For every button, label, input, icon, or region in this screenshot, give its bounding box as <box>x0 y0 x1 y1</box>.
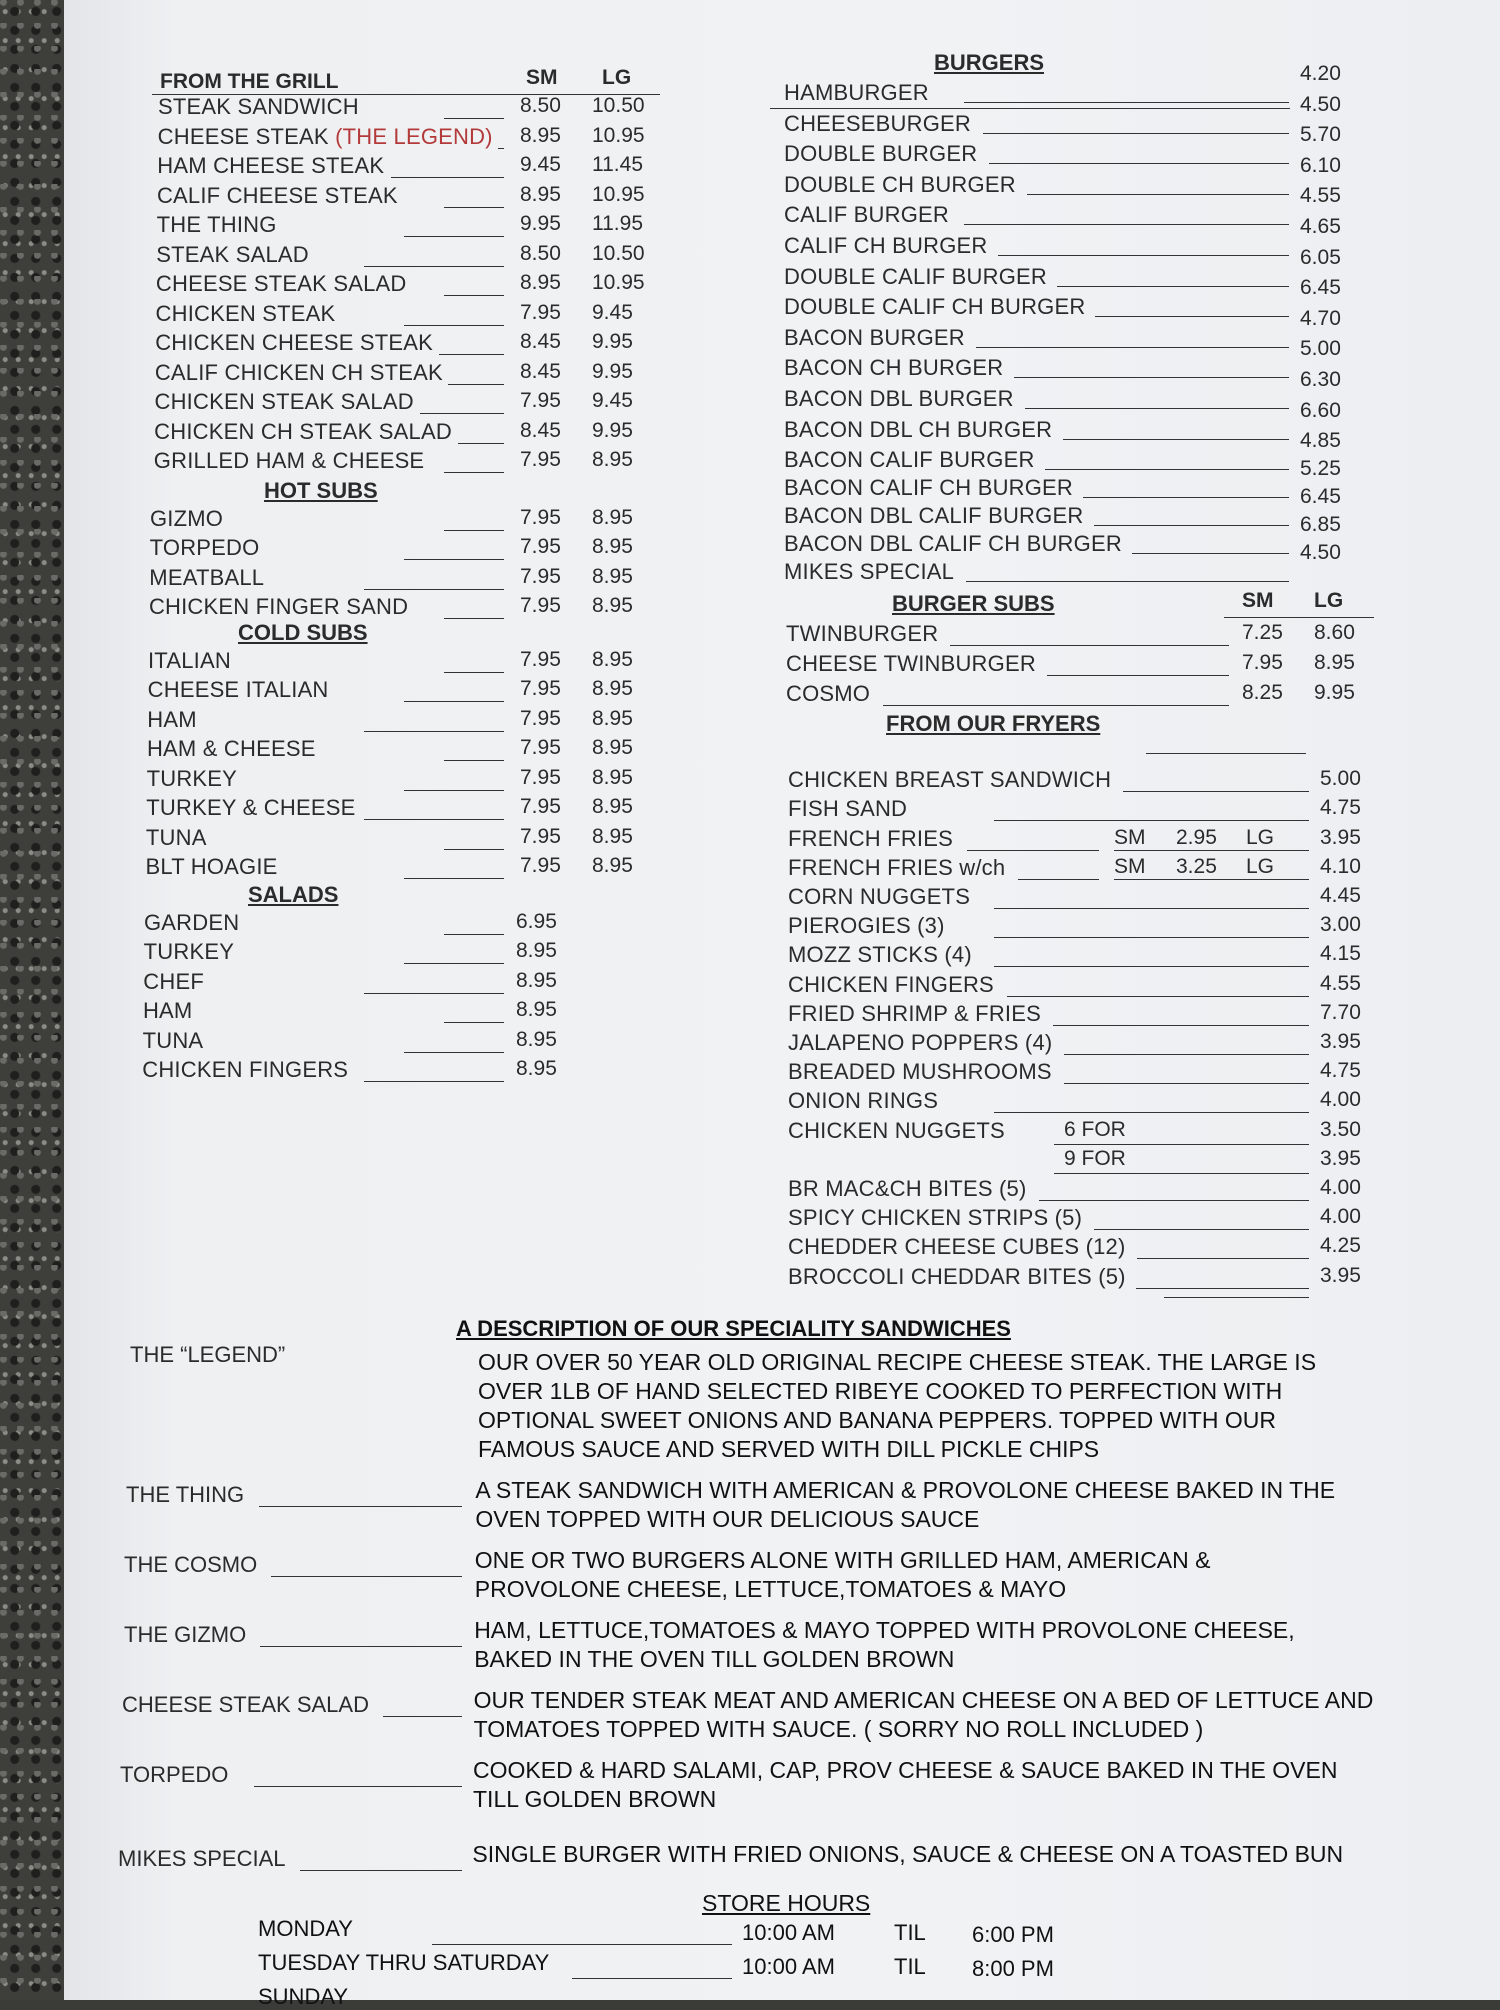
burger-leader <box>1027 194 1289 195</box>
descriptions-title: A DESCRIPTION OF OUR SPECIALITY SANDWICHES <box>456 1316 1011 1341</box>
fryer-leader <box>1018 879 1099 880</box>
grill-lg-price: 9.45 <box>592 389 633 412</box>
fryer-item-name: FISH SAND <box>788 796 908 822</box>
salads-leader <box>444 1022 504 1023</box>
burger-price: 6.45 <box>1300 276 1341 300</box>
burger-sub-sm-price: 8.25 <box>1242 681 1283 705</box>
grill-leader <box>420 413 504 414</box>
grill-sm-price: 7.95 <box>520 389 561 412</box>
grill-lg-price: 9.95 <box>592 359 633 383</box>
burger-item-name: BACON DBL CALIF BURGER <box>784 503 1084 529</box>
cold_subs-leader <box>364 731 504 732</box>
cold_subs-item-name: ITALIAN <box>148 647 231 673</box>
grill-item-name: GRILLED HAM & CHEESE <box>153 448 425 473</box>
fryer-leader <box>1123 791 1309 792</box>
burger-subs-title: BURGER SUBS <box>892 591 1055 617</box>
fryer-item-name: CHEDDER CHEESE CUBES (12) <box>788 1234 1126 1260</box>
fryer-variant: 6 FOR <box>1064 1117 1126 1141</box>
description-text: COOKED & HARD SALAMI, CAP, PROV CHEESE & SAUCE BAKED IN THE OVEN TILL GOLDEN BROWN <box>473 1757 1338 1812</box>
burger-sub-leader <box>1047 675 1229 676</box>
cold_subs-lg-price: 8.95 <box>592 765 633 789</box>
burger-price: 4.85 <box>1300 429 1341 453</box>
grill-item-name: CHICKEN CHEESE STEAK <box>155 330 434 355</box>
cold_subs-sm-price: 7.95 <box>520 854 561 877</box>
salads-item-name: TURKEY <box>143 939 235 964</box>
fryer-item-name: SPICY CHICKEN STRIPS (5) <box>788 1205 1083 1231</box>
cold_subs-item-name: CHEESE ITALIAN <box>147 677 329 702</box>
burger-leader <box>964 102 1289 103</box>
salads-price: 6.95 <box>516 909 557 933</box>
burger-item-name: BACON DBL CH BURGER <box>784 416 1053 442</box>
hours-til: TIL <box>894 1920 926 1945</box>
fryer-price: 4.00 <box>1320 1088 1361 1112</box>
fryer-price: 3.95 <box>1320 1030 1361 1053</box>
description-text: ONE OR TWO BURGERS ALONE WITH GRILLED HAM, AMERICAN & PROVOLONE CHEESE, LETTUCE,TOMATOES & MAYO <box>474 1547 1211 1602</box>
grill-item-name: CALIF CHEESE STEAK <box>156 182 398 208</box>
grill-item-name: CHICKEN STEAK SALAD <box>154 389 414 414</box>
grill-sm-price: 8.45 <box>520 359 561 383</box>
description-leader <box>259 1506 462 1507</box>
salads-price: 8.95 <box>516 1027 557 1051</box>
salads-item-name: CHICKEN FINGERS <box>142 1057 349 1082</box>
grill-item-name: CHEESE STEAK SALAD <box>155 271 407 296</box>
burger-leader <box>1095 316 1289 317</box>
burger-leader <box>1083 497 1289 498</box>
hours-day: TUESDAY THRU SATURDAY <box>258 1950 550 1975</box>
burger-price: 5.25 <box>1300 457 1341 481</box>
grill-leader <box>391 177 504 178</box>
grill-leader <box>448 384 504 385</box>
salads-item-name: HAM <box>142 998 193 1023</box>
description-text: HAM, LETTUCE,TOMATOES & MAYO TOPPED WITH PROVOLONE CHEESE, BAKED IN THE OVEN TILL GOLDEN BROWN <box>474 1617 1295 1672</box>
burger-leader <box>976 347 1289 348</box>
fryer-item-name: FRENCH FRIES w/ch <box>788 854 1006 880</box>
fryer-sm-label: SM <box>1114 825 1146 849</box>
fryer-leader <box>1137 1258 1309 1259</box>
burger-leader <box>998 255 1289 256</box>
fryer-price: 3.95 <box>1320 1146 1361 1170</box>
grill-sm-price: 8.45 <box>520 330 561 353</box>
grill-lg-price: 10.50 <box>592 94 645 117</box>
burger-price: 6.60 <box>1300 398 1341 422</box>
description-text: OUR TENDER STEAK MEAT AND AMERICAN CHEESE ON A BED OF LETTUCE AND TOMATOES TOPPED WITH SAUCE. ( SORRY NO ROLL INCLUDED ) <box>473 1687 1374 1742</box>
salads-item-name: CHEF <box>143 968 204 994</box>
menu-page <box>64 0 1500 2009</box>
fryers-title: FROM OUR FRYERS <box>886 711 1101 737</box>
hot_subs-sm-price: 7.95 <box>520 564 561 588</box>
hours-title: STORE HOURS <box>702 1890 871 1916</box>
cold_subs-leader <box>404 790 504 791</box>
burger-sub-name: CHEESE TWINBURGER <box>786 651 1036 677</box>
description-name: THE “LEGEND” <box>130 1342 286 1367</box>
hours-til: TIL <box>894 1954 926 1979</box>
hours-close: 6:00 PM <box>972 1922 1054 1947</box>
description-name: TORPEDO <box>120 1762 229 1787</box>
cold-subs-title: COLD SUBS <box>238 619 368 645</box>
hot_subs-lg-price: 8.95 <box>592 535 633 558</box>
burger-price: 6.45 <box>1300 485 1341 509</box>
fryer-leader <box>1064 1054 1309 1055</box>
grill-lg-price: 9.45 <box>592 300 633 324</box>
cold_subs-item-name: HAM & CHEESE <box>146 736 316 761</box>
grill-sm-price: 8.45 <box>520 418 561 442</box>
grill-lg-price: 9.95 <box>592 418 633 442</box>
grill-lg-price: 11.45 <box>592 153 643 176</box>
hours-day: SUNDAY <box>258 1984 349 2009</box>
grill-sm-price: 8.95 <box>520 271 561 294</box>
burger-item-name: HAMBURGER <box>784 80 929 105</box>
grill-leader <box>498 148 504 149</box>
fryer-item-name: FRIED SHRIMP & FRIES <box>788 1000 1041 1026</box>
burger-item-name: BACON CALIF CH BURGER <box>784 475 1074 501</box>
grill-leader <box>444 472 504 473</box>
fryer-leader <box>994 937 1309 938</box>
description-leader <box>383 1716 462 1717</box>
burger-item-name: CHEESEBURGER <box>784 110 971 136</box>
cold_subs-leader <box>404 878 504 879</box>
cold_subs-sm-price: 7.95 <box>520 824 561 848</box>
fryer-sm-price: 2.95 <box>1176 825 1217 849</box>
burger-item-name: BACON BURGER <box>784 324 965 350</box>
grill-leader <box>444 207 504 208</box>
grill-leader <box>404 236 504 237</box>
burger-price: 6.10 <box>1300 153 1341 177</box>
fryer-leader <box>1114 850 1309 851</box>
fryer-item-name: CHICKEN NUGGETS <box>788 1117 1005 1143</box>
burger-subs-sm-header: SM <box>1242 589 1274 613</box>
salads-leader <box>404 963 504 964</box>
grill-lg-header: LG <box>602 66 632 89</box>
fryer-price: 4.10 <box>1320 854 1361 878</box>
cold_subs-leader <box>364 819 504 820</box>
fryer-price: 7.70 <box>1320 1000 1361 1024</box>
hot_subs-leader <box>404 559 504 560</box>
fryer-leader <box>967 850 1099 851</box>
description-name: THE THING <box>126 1482 245 1507</box>
fryer-leader <box>1136 1288 1309 1289</box>
description-leader <box>300 1870 462 1871</box>
grill-lg-price: 11.95 <box>592 212 643 235</box>
grill-sm-price: 8.50 <box>520 94 561 117</box>
burger-sub-name: TWINBURGER <box>786 621 939 647</box>
burger-leader <box>1014 377 1289 378</box>
fryer-item-name: CORN NUGGETS <box>788 884 971 909</box>
fryer-item-name: ONION RINGS <box>788 1088 939 1114</box>
burger-leader <box>1025 408 1289 409</box>
fryer-price: 4.25 <box>1320 1234 1361 1258</box>
grill-item-name: STEAK SANDWICH <box>158 94 359 119</box>
grill-sm-price: 8.95 <box>520 182 561 206</box>
grill-sm-price: 8.50 <box>520 241 561 265</box>
fryer-price: 4.00 <box>1320 1205 1361 1229</box>
salads-item-name: GARDEN <box>144 909 240 935</box>
cold_subs-lg-price: 8.95 <box>592 795 633 818</box>
legend-note: (THE LEGEND) <box>328 123 493 149</box>
hot_subs-leader <box>444 530 504 531</box>
grill-lg-price: 10.95 <box>592 271 645 294</box>
burger-sub-sm-price: 7.95 <box>1242 651 1283 675</box>
fryers-top-rule <box>1146 753 1306 754</box>
grill-sm-price: 9.45 <box>520 153 561 176</box>
fryer-item-name: BR MAC&CH BITES (5) <box>788 1176 1027 1201</box>
grill-lg-price: 10.95 <box>592 182 645 206</box>
fryer-item-name: JALAPENO POPPERS (4) <box>788 1030 1053 1055</box>
grill-sm-price: 7.95 <box>520 448 561 471</box>
burger-price: 4.55 <box>1300 184 1341 208</box>
cold_subs-item-name: TURKEY <box>146 765 238 791</box>
grill-item-name: HAM CHEESE STEAK <box>157 153 385 178</box>
salads-leader <box>364 993 504 994</box>
burgers-title: BURGERS <box>934 50 1045 75</box>
fryer-item-name: CHICKEN BREAST SANDWICH <box>788 767 1112 793</box>
hot_subs-sm-price: 7.95 <box>520 505 561 529</box>
fryers-end-rule <box>1164 1297 1309 1298</box>
grill-item-name: STEAK SALAD <box>156 241 309 267</box>
cold_subs-leader <box>444 672 504 673</box>
grill-item-name: CHICKEN CH STEAK SALAD <box>154 418 452 444</box>
hot_subs-item-name: MEATBALL <box>149 564 265 590</box>
hot_subs-leader <box>364 589 504 590</box>
burger-price: 4.20 <box>1300 62 1341 85</box>
cold_subs-sm-price: 7.95 <box>520 765 561 789</box>
grill-lg-price: 8.95 <box>592 448 633 471</box>
cold_subs-leader <box>444 760 504 761</box>
cold_subs-lg-price: 8.95 <box>592 736 633 759</box>
hot_subs-lg-price: 8.95 <box>592 564 633 588</box>
description-name: THE COSMO <box>124 1552 258 1577</box>
fryer-price: 3.95 <box>1320 825 1361 849</box>
burger-item-name: CALIF BURGER <box>784 202 949 228</box>
burger-leader <box>1063 439 1289 440</box>
description-leader <box>271 1576 462 1577</box>
hours-leader <box>432 1944 732 1945</box>
fryer-leader <box>1064 1083 1309 1084</box>
cold_subs-item-name: BLT HOAGIE <box>145 854 278 879</box>
cold_subs-leader <box>444 849 504 850</box>
burger-subs-lg-header: LG <box>1314 589 1344 613</box>
fryer-price: 3.95 <box>1320 1263 1361 1287</box>
burger-leader <box>989 163 1289 164</box>
fryer-sm-price: 3.25 <box>1176 854 1217 878</box>
salads-leader <box>444 934 504 935</box>
cold_subs-sm-price: 7.95 <box>520 706 561 730</box>
hot_subs-item-name: TORPEDO <box>149 535 260 560</box>
salads-price: 8.95 <box>516 998 557 1021</box>
burger-sub-sm-price: 7.25 <box>1242 621 1283 645</box>
grill-title: FROM THE GRILL <box>160 70 339 93</box>
cold_subs-lg-price: 8.95 <box>592 677 633 700</box>
hours-close: 8:00 PM <box>972 1956 1054 1981</box>
cold_subs-sm-price: 7.95 <box>520 677 561 700</box>
grill-leader <box>439 354 504 355</box>
burger-leader <box>1132 553 1289 554</box>
description-leader <box>254 1786 462 1787</box>
hours-open: 10:00 AM <box>742 1954 835 1979</box>
hours-leader <box>572 1978 732 1979</box>
fryer-item-name: BROCCOLI CHEDDAR BITES (5) <box>788 1263 1126 1289</box>
fryer-item-name: BREADED MUSHROOMS <box>788 1059 1052 1085</box>
fryer-price: 3.50 <box>1320 1117 1361 1141</box>
burger-item-name: DOUBLE CH BURGER <box>784 171 1016 197</box>
fryer-price: 3.00 <box>1320 913 1361 937</box>
burger-leader <box>966 581 1289 582</box>
fryer-leader <box>1039 1200 1309 1201</box>
burger-subs-header-rule <box>1224 617 1374 618</box>
cold_subs-sm-price: 7.95 <box>520 647 561 671</box>
cold_subs-lg-price: 8.95 <box>592 854 633 877</box>
burger-leader <box>1045 469 1289 470</box>
cold_subs-lg-price: 8.95 <box>592 824 633 848</box>
description-text: OUR OVER 50 YEAR OLD ORIGINAL RECIPE CHEESE STEAK. THE LARGE IS OVER 1LB OF HAND SELECTED RIBEYE COOKED TO PERFECTION WITH OPTIONAL SWEET ONIONS AND BANANA PEPPERS. TOPPED WITH OUR FAMOUS SAUCE AND SERVED WITH DILL PICKLE CHIPS <box>478 1349 1317 1462</box>
burger-item-name: DOUBLE CALIF BURGER <box>784 263 1047 289</box>
burger-item-name: BACON CH BURGER <box>784 355 1004 381</box>
burger-price: 4.50 <box>1300 92 1341 116</box>
grill-sm-price: 9.95 <box>520 212 561 235</box>
burger-item-name: BACON DBL BURGER <box>784 386 1014 411</box>
hours-open: 10:00 AM <box>742 1920 835 1945</box>
burger-sub-leader <box>950 645 1229 646</box>
fryer-leader <box>1094 1229 1309 1230</box>
salads-price: 8.95 <box>516 968 557 992</box>
burger-price: 5.70 <box>1300 123 1341 147</box>
grill-item-name: THE THING <box>156 212 277 237</box>
fryer-price: 4.75 <box>1320 1059 1361 1083</box>
burger-item-name: BACON CALIF BURGER <box>784 447 1035 473</box>
grill-sm-price: 7.95 <box>520 300 561 324</box>
hot_subs-leader <box>444 618 504 619</box>
burger-price: 6.85 <box>1300 513 1341 537</box>
burger-leader <box>1057 286 1289 287</box>
fryer-item-name: MOZZ STICKS (4) <box>788 942 972 968</box>
burger-item-name: MIKES SPECIAL <box>784 559 955 585</box>
salads-leader <box>364 1081 504 1082</box>
fryer-price: 4.15 <box>1320 942 1361 966</box>
fryer-leader <box>994 908 1309 909</box>
fryer-leader <box>1054 1173 1309 1174</box>
cold_subs-item-name: TUNA <box>145 824 207 850</box>
burger-leader <box>983 133 1289 134</box>
fryer-price: 4.00 <box>1320 1176 1361 1199</box>
hot_subs-item-name: GIZMO <box>150 505 224 531</box>
burgers-header-rule <box>770 108 1290 109</box>
grill-item-name: CHEESE STEAK (THE LEGEND) <box>157 123 493 149</box>
grill-leader <box>444 295 504 296</box>
cold_subs-sm-price: 7.95 <box>520 736 561 759</box>
fryer-leader <box>1054 1144 1309 1145</box>
salads-price: 8.95 <box>516 1057 557 1080</box>
fryer-item-name: PIEROGIES (3) <box>788 913 945 939</box>
fryer-lg-label: LG <box>1246 825 1275 849</box>
burger-price: 4.65 <box>1300 215 1341 238</box>
burger-leader <box>1094 525 1289 526</box>
grill-sm-header: SM <box>526 66 558 89</box>
burger-item-name: DOUBLE BURGER <box>784 141 978 167</box>
grill-lg-price: 9.95 <box>592 330 633 353</box>
burger-price: 6.30 <box>1300 368 1341 391</box>
description-name: MIKES SPECIAL <box>118 1846 286 1871</box>
burger-item-name: BACON DBL CALIF CH BURGER <box>784 531 1122 557</box>
grill-leader <box>404 325 504 326</box>
fryer-price: 4.75 <box>1320 796 1361 820</box>
grill-sm-price: 8.95 <box>520 123 561 147</box>
hot_subs-lg-price: 8.95 <box>592 505 633 529</box>
burger-price: 6.05 <box>1300 245 1341 269</box>
fryer-leader <box>1114 879 1309 880</box>
fryer-lg-label: LG <box>1246 854 1275 878</box>
grill-leader <box>458 443 504 444</box>
burger-item-name: DOUBLE CALIF CH BURGER <box>784 294 1086 320</box>
grill-leader <box>364 266 504 267</box>
grill-leader <box>444 118 504 119</box>
cold_subs-item-name: TURKEY & CHEESE <box>146 795 356 820</box>
burger-price: 5.00 <box>1300 337 1341 361</box>
burger-sub-leader <box>883 705 1229 706</box>
salads-price: 8.95 <box>516 939 557 962</box>
cold_subs-lg-price: 8.95 <box>592 647 633 671</box>
fryer-leader <box>994 966 1309 967</box>
hot_subs-item-name: CHICKEN FINGER SAND <box>148 594 409 619</box>
fryer-price: 5.00 <box>1320 767 1361 791</box>
burger-sub-lg-price: 8.60 <box>1314 621 1355 645</box>
grill-lg-price: 10.95 <box>592 123 645 147</box>
description-name: THE GIZMO <box>124 1622 247 1647</box>
hot_subs-sm-price: 7.95 <box>520 594 561 617</box>
grill-item-name: CALIF CHICKEN CH STEAK <box>154 359 443 385</box>
hot_subs-sm-price: 7.95 <box>520 535 561 558</box>
fryer-leader <box>994 1112 1309 1113</box>
fryer-item-name: CHICKEN FINGERS <box>788 971 994 997</box>
cold_subs-item-name: HAM <box>147 706 197 732</box>
description-text: SINGLE BURGER WITH FRIED ONIONS, SAUCE & CHEESE ON A TOASTED BUN <box>472 1841 1344 1867</box>
grill-item-name: CHICKEN STEAK <box>155 300 336 326</box>
description-name: CHEESE STEAK SALAD <box>122 1692 369 1717</box>
fryer-price: 4.55 <box>1320 971 1361 995</box>
description-text: A STEAK SANDWICH WITH AMERICAN & PROVOLONE CHEESE BAKED IN THE OVEN TOPPED WITH OUR DELICIOUS SAUCE <box>475 1477 1336 1532</box>
fryer-item-name: FRENCH FRIES <box>788 825 953 851</box>
burger-sub-name: COSMO <box>786 681 871 707</box>
salads-leader <box>404 1052 504 1053</box>
burger-sub-lg-price: 8.95 <box>1314 651 1355 675</box>
fryer-leader <box>1007 996 1309 997</box>
hours-day: MONDAY <box>258 1916 353 1941</box>
burger-sub-lg-price: 9.95 <box>1314 681 1355 705</box>
fryer-variant: 9 FOR <box>1064 1146 1126 1170</box>
cold_subs-sm-price: 7.95 <box>520 795 561 818</box>
grill-lg-price: 10.50 <box>592 241 645 265</box>
cold_subs-leader <box>404 701 504 702</box>
description-leader <box>260 1646 462 1647</box>
fryer-sm-label: SM <box>1114 854 1146 878</box>
fryer-leader <box>994 820 1309 821</box>
burger-item-name: CALIF CH BURGER <box>784 233 988 258</box>
hot_subs-lg-price: 8.95 <box>592 594 633 617</box>
burger-price: 4.50 <box>1300 541 1341 565</box>
salads-item-name: TUNA <box>142 1027 204 1053</box>
cold_subs-lg-price: 8.95 <box>592 706 633 730</box>
fryer-price: 4.45 <box>1320 884 1361 907</box>
burger-leader <box>964 224 1289 225</box>
hot-subs-title: HOT SUBS <box>264 477 378 503</box>
fryer-leader <box>1053 1025 1309 1026</box>
burger-price: 4.70 <box>1300 306 1341 330</box>
salads-title: SALADS <box>248 881 339 907</box>
